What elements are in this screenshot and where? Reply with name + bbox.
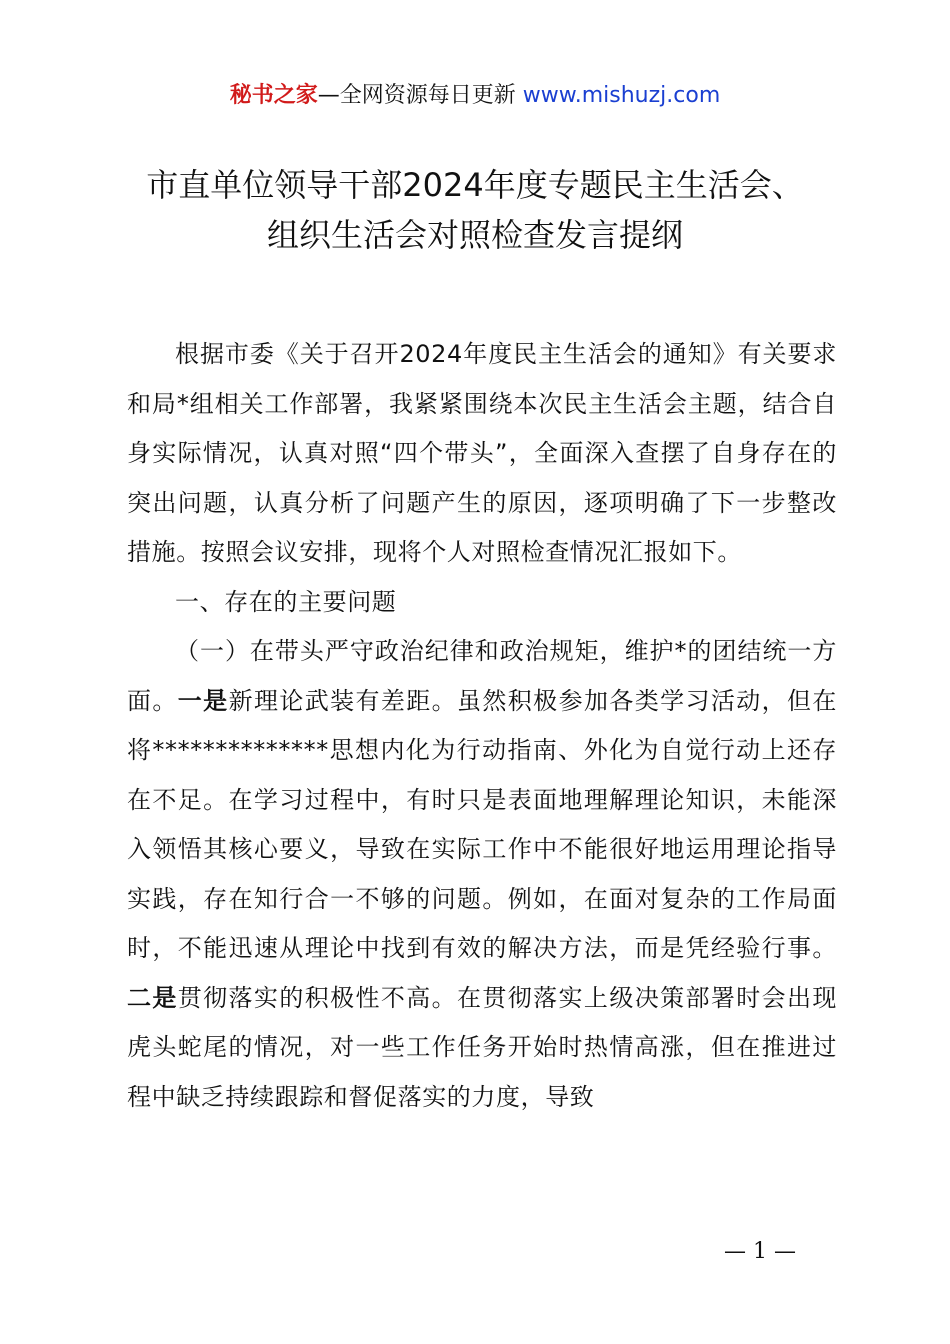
banner-tagline: —全网资源每日更新	[317, 83, 516, 108]
title-line-2: 组织生活会对照检查发言提纲	[266, 216, 683, 254]
intro-paragraph: 根据市委《关于召开2024年度民主生活会的通知》有关要求和局*组相关工作部署，我紧紧围绕本次民主生活会主题，结合自身实际情况，认真对照“四个带头”，全面深入查摆了自身存在的突出问题，认真分析了问题产生的原因，逐项明确了下一步整改措施。按照会议安排，现将个人对照检查情况汇报如下。	[127, 340, 837, 566]
subsection-paragraph	[127, 627, 837, 1122]
document-body	[127, 330, 837, 1122]
point-1-label: 一是	[177, 686, 229, 715]
brand-name: 秘书之家	[229, 83, 318, 108]
site-url-link[interactable]: www.mishuzj.com	[522, 83, 721, 108]
point-1-text: 新理论武装有差距。虽然积极参加各类学习活动，但在将**************思想内化为行动指南、外化为自觉行动上还存在不足。在学习过程中，有时只是表面地理解理论知识，未能深入领悟其核心要义，导致在实际工作中不能很好地运用理论指导实践，存在知行合一不够的问题。例如，在面对复杂的工作局面时，不能迅速从理论中找到有效的解决方法，而是凭经验行事。	[127, 686, 838, 962]
site-banner	[0, 80, 950, 112]
point-2-label: 二是	[127, 983, 178, 1012]
point-2-text: 贯彻落实的积极性不高。在贯彻落实上级决策部署时会出现虎头蛇尾的情况，对一些工作任务开始时热情高涨，但在推进过程中缺乏持续跟踪和督促落实的力度，导致	[127, 983, 837, 1111]
title-line-1: 市直单位领导干部2024年度专题民主生活会、	[146, 166, 804, 204]
section-heading: 一、存在的主要问题	[175, 587, 397, 616]
page-number: — 1 —	[724, 1239, 796, 1264]
document-title	[0, 160, 950, 260]
subsection-heading: （一）在带头严守政治纪律和政治规矩，维护*的团结统一方面。	[127, 637, 837, 715]
